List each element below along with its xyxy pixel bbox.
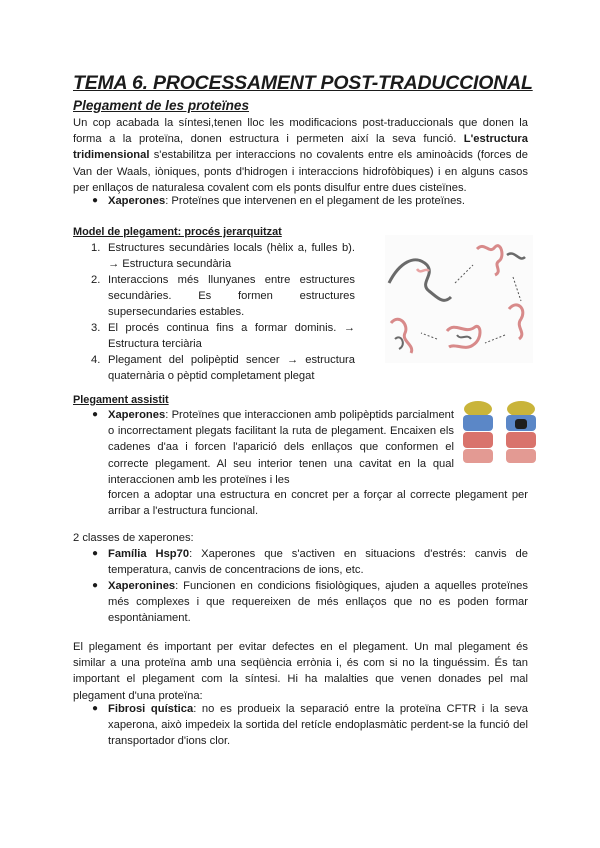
- bullet-icon: ●: [92, 409, 99, 420]
- model-item-3: 3. El procés continua fins a formar dominis. → Estructura terciària: [91, 322, 355, 351]
- class-item-hsp70: ● Família Hsp70: Xaperones que s'activen en situacions d'estrés: canvis de temperatura, canvis de concentracions de ions, etc.: [92, 548, 528, 577]
- chaperonin-illustration: [459, 397, 539, 467]
- ring-red-bottom: [463, 449, 493, 463]
- bullet-icon: ●: [92, 703, 99, 714]
- assistit-heading: Plegament assistit: [73, 394, 169, 406]
- ring-red-bottom-2: [506, 449, 536, 463]
- intro-bullet: ● Xaperones: Proteïnes que intervenen en el plegament de les proteïnes.: [108, 193, 528, 209]
- cap-yellow: [464, 401, 492, 417]
- bullet-icon: ●: [92, 580, 99, 591]
- section-subtitle: Plegament de les proteïnes: [73, 98, 250, 113]
- bullet-icon: ●: [92, 195, 99, 206]
- folding-model-diagram: [385, 235, 533, 363]
- cap-yellow-2: [507, 401, 535, 417]
- intro-paragraph: Un cop acabada la síntesi,tenen lloc les modificacions post-traduccionals que donen la forma a la proteïna, donen estructura i permeten així la seva funció. L'estructura tridimensional s'estabilitza per interaccions no covalents entre els aminoàcids (forces de Van der Waals, iòniques, ponts d'hidrogen i interaccions hidrofòbiques) i en alguns casos per enllaços de naturalesa covalent com els ponts disulfur entre dues cisteïnes.: [73, 117, 528, 194]
- ring-red-2: [506, 432, 536, 448]
- assistit-continuation: forcen a adoptar una estructura en concret per a forçar al correcte plegament per arribar a l'estructura funcional.: [108, 489, 528, 518]
- model-item-4: 4. Plegament del polipèptid sencer → estructura quaternària o pèptid completament plegat: [91, 354, 355, 383]
- model-item-2: 2. Interaccions més llunyanes entre estructures secundàries. Es formen estructures supersecundaries estables.: [91, 274, 355, 319]
- ring-red: [463, 432, 493, 448]
- chaperonin-side-view: [463, 401, 493, 463]
- chaperonin-cutaway-view: [506, 401, 536, 463]
- intro-bold-term: L'estructura tridimensional: [73, 133, 528, 162]
- cavity: [515, 419, 527, 429]
- assistit-bullet: ● Xaperones: Proteïnes que interaccionen amb polipèptids parcialment o incorrectament plegats facilitant la ruta de plegament. Encaixen els cadenes d'aa i forcen l'aparició dels enllaços que conformen el correcte plegament. Al seu interior tenen una cavitat en la qual interaccionen amb les proteïnes i les: [92, 409, 454, 486]
- class-item-xaperonines: ● Xaperonines: Funcionen en condicions fisiològiques, ajuden a aquelles proteïnes més complexes i que requereixen de més enllaços que no es poden formar espontàniament.: [92, 580, 528, 625]
- ring-blue: [463, 415, 493, 431]
- classes-intro: 2 classes de xaperones:: [73, 532, 194, 544]
- final-bullet: ● Fibrosi quística: no es produeix la separació entre la proteïna CFTR i la seva xaperona, això impedeix la sortida del retícle endoplasmàtic perdent-se la funció del transportador d'ions clor.: [92, 703, 528, 748]
- page-title: TEMA 6. PROCESSAMENT POST-TRADUCCIONAL: [73, 72, 533, 94]
- model-item-1: 1. Estructures secundàries locals (hèlix a, fulles b). → Estructura secundària: [91, 242, 355, 271]
- final-paragraph: El plegament és important per evitar defectes en el plegament. Un mal plegament és similar a una proteïna amb una seqüència errònia i, és com si no la tinguéssim. És tan important el plegament com la síntesi. Hi ha malalties que venen donades pel mal plegament d'una proteïna:: [73, 641, 528, 702]
- bullet-icon: ●: [92, 548, 99, 559]
- model-heading: Model de plegament: procés jerarquitzat: [73, 226, 282, 238]
